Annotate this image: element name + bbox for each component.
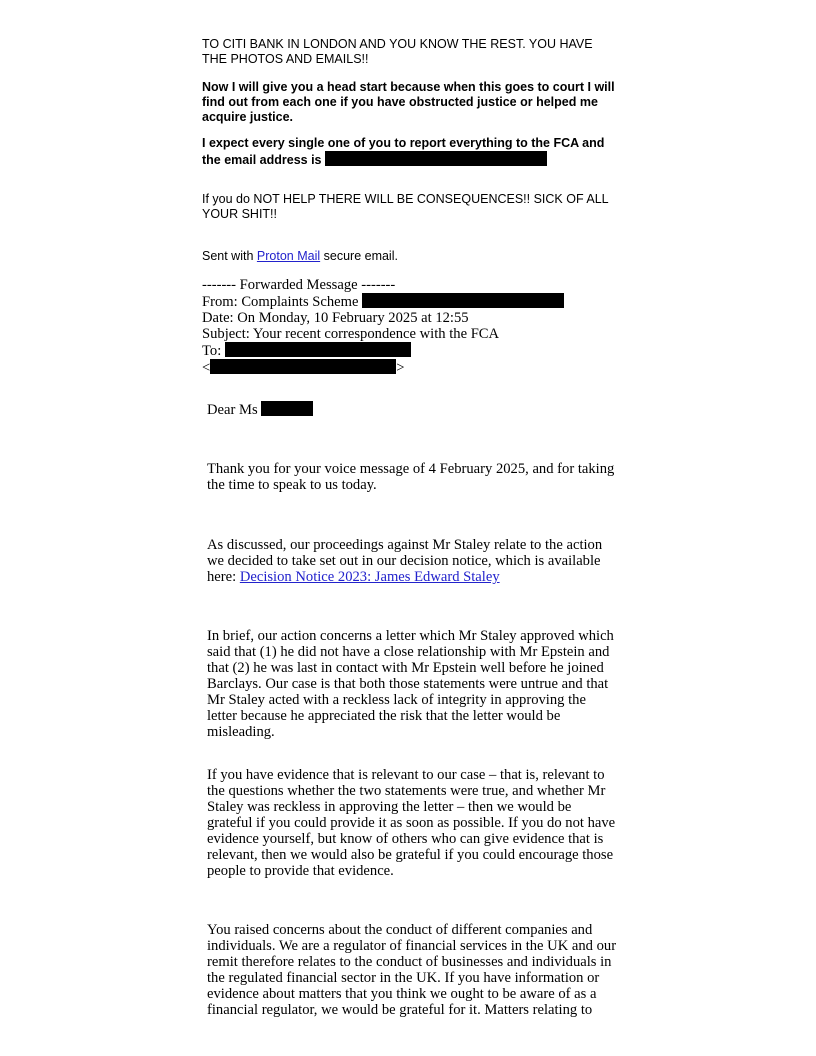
letter-paragraph-5: You raised concerns about the conduct of different companies and individuals. We are a regulator of financial services in the UK and our remit therefore relates to the conduct of businesses and individuals in the regulated financial sector in the UK. If you have information or evidence about matters that you think we ought to be aware of as a financial regulator, we would be grateful for it. Matters relating to xyxy=(207,922,617,1018)
forwarded-header-block xyxy=(202,277,617,376)
redacted-to-address xyxy=(210,359,396,374)
forwarded-from-label: From: Complaints Scheme xyxy=(202,294,359,310)
forwarded-subject: Subject: Your recent correspondence with the FCA xyxy=(202,326,500,342)
intro-consequences-paragraph: If you do NOT HELP THERE WILL BE CONSEQUENCES!! SICK OF ALL YOUR SHIT!! xyxy=(202,192,609,221)
redacted-from-address xyxy=(362,293,564,308)
letter-paragraph-3: In brief, our action concerns a letter which Mr Staley approved which said that (1) he did not have a close relationship with Mr Epstein and that (2) he was last in contact with Mr Epstein well before he joined Barclays. Our case is that both those statements were untrue and that Mr Staley acted with a reckless lack of integrity in approving the letter because he appreciated the risk that the letter would be misleading. xyxy=(207,628,614,740)
letter-paragraph-1: Thank you for your voice message of 4 February 2025, and for taking the time to speak to us today. xyxy=(207,461,615,493)
forwarded-from xyxy=(202,293,617,310)
signature-line xyxy=(202,249,617,264)
forwarded-to-label: To: xyxy=(202,343,222,359)
letter-paragraph-2 xyxy=(207,537,617,585)
forwarded-to-address xyxy=(202,359,617,376)
paragraph-2-text: As discussed, our proceedings against Mr Staley relate to the action we decided to take set out in our decision notice, which is available here: xyxy=(207,537,603,585)
letter-paragraph-4: If you have evidence that is relevant to our case – that is, relevant to the questions whether the two statements were true, and whether Mr Staley was reckless in approving the letter – then we would be grateful if you could provide it as soon as possible. If you do not have evidence yourself, but know of others who can give evidence that is relevant, then we would also be grateful if you could encourage those people to provide that evidence. xyxy=(207,767,616,879)
signature-prefix: Sent with xyxy=(202,249,254,263)
forwarded-to xyxy=(202,342,617,359)
intro-caps-paragraph: TO CITI BANK IN LONDON AND YOU KNOW THE REST. YOU HAVE THE PHOTOS AND EMAILS!! xyxy=(202,37,593,66)
proton-mail-link[interactable]: Proton Mail xyxy=(256,249,321,263)
intro-fca-text: I expect every single one of you to report everything to the FCA and the email address is xyxy=(202,136,605,167)
redacted-email-address xyxy=(325,151,547,166)
forwarded-divider: ------- Forwarded Message ------- xyxy=(202,277,396,293)
decision-notice-link[interactable]: Decision Notice 2023: James Edward Staley xyxy=(239,569,500,585)
forwarded-lt: < xyxy=(202,360,211,376)
redacted-to-name xyxy=(225,342,411,357)
letter-greeting xyxy=(207,401,617,418)
greeting-text: Dear Ms xyxy=(207,402,258,418)
signature-suffix: secure email. xyxy=(323,249,398,263)
forwarded-gt: > xyxy=(396,360,405,376)
redacted-recipient-name xyxy=(261,401,313,416)
forwarded-date: Date: On Monday, 10 February 2025 at 12:55 xyxy=(202,310,469,326)
intro-fca-paragraph xyxy=(202,136,617,168)
intro-warning-paragraph: Now I will give you a head start because when this goes to court I will find out from each one if you have obstructed justice or helped me acquire justice. xyxy=(202,80,615,124)
